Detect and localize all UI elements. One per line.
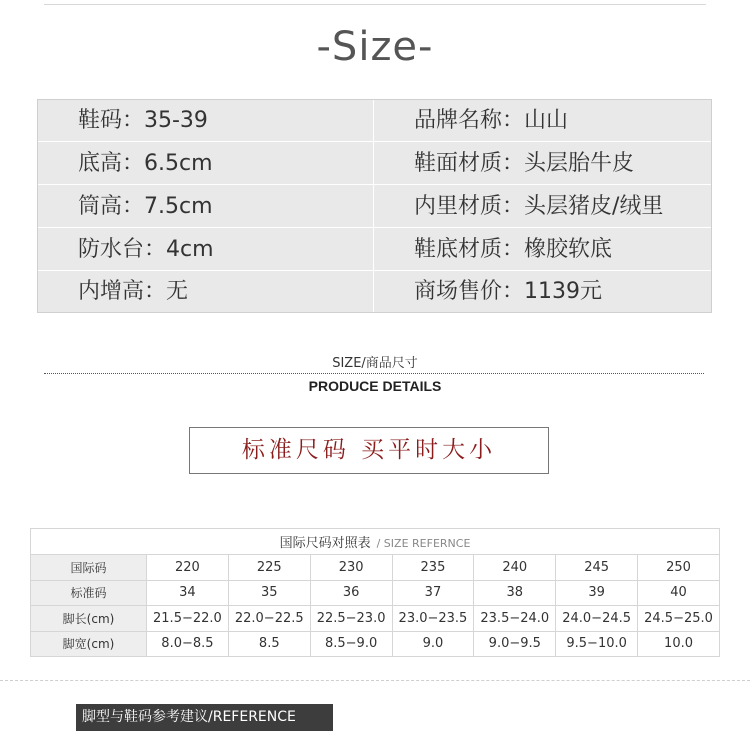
table-cell: 36 [310, 580, 392, 606]
spec-row [38, 271, 711, 313]
table-cell: 240 [474, 555, 556, 581]
table-cell: 9.5−10.0 [556, 631, 638, 657]
table-cell: 245 [556, 555, 638, 581]
section-divider [44, 373, 704, 374]
reference-banner: 脚型与鞋码参考建议/REFERENCE [76, 704, 333, 731]
section-size-label: SIZE/商品尺寸 [332, 356, 418, 371]
spec-row [38, 229, 711, 271]
spec-platform-height: 防水台：4cm [78, 237, 214, 262]
spec-shaft-height: 筒高：7.5cm [78, 194, 213, 219]
table-cell: 8.5 [228, 631, 310, 657]
table-cell: 8.5−9.0 [310, 631, 392, 657]
table-cell: 39 [556, 580, 638, 606]
table-cell: 23.5−24.0 [474, 606, 556, 632]
table-cell: 40 [638, 580, 720, 606]
page-title: -Size- [316, 24, 434, 70]
spec-table [37, 99, 712, 313]
table-title-cell [31, 529, 720, 555]
spec-shoe-size: 鞋码：35-39 [78, 108, 208, 133]
table-subtitle: / SIZE REFERNCE [376, 537, 471, 550]
spec-brand-name: 品牌名称：山山 [414, 108, 569, 133]
spec-upper-material: 鞋面材质：头层胎牛皮 [414, 151, 635, 176]
row-label: 脚长(cm) [31, 606, 147, 632]
table-cell: 24.0−24.5 [556, 606, 638, 632]
table-row [31, 606, 720, 632]
row-label: 国际码 [31, 555, 147, 581]
row-label: 脚宽(cm) [31, 631, 147, 657]
table-cell: 220 [147, 555, 229, 581]
table-cell: 10.0 [638, 631, 720, 657]
size-reference-table [30, 528, 720, 657]
table-title: 国际尺码对照表 [279, 536, 371, 551]
spec-sole-height: 底高：6.5cm [78, 151, 213, 176]
table-cell: 230 [310, 555, 392, 581]
table-cell: 250 [638, 555, 720, 581]
table-cell: 9.0−9.5 [474, 631, 556, 657]
table-cell: 22.0−22.5 [228, 606, 310, 632]
spec-row [38, 186, 711, 228]
table-header-row [31, 529, 720, 555]
spec-lining-material: 内里材质：头层猪皮/绒里 [414, 194, 664, 219]
table-cell: 38 [474, 580, 556, 606]
spec-inner-lift: 内增高：无 [78, 279, 189, 304]
table-cell: 34 [147, 580, 229, 606]
bottom-divider [0, 680, 750, 681]
table-cell: 35 [228, 580, 310, 606]
table-cell: 23.0−23.5 [392, 606, 474, 632]
table-cell: 9.0 [392, 631, 474, 657]
table-row [31, 631, 720, 657]
table-cell: 37 [392, 580, 474, 606]
top-divider [44, 4, 706, 5]
row-label: 标准码 [31, 580, 147, 606]
table-cell: 235 [392, 555, 474, 581]
spec-outsole-material: 鞋底材质：橡胶软底 [414, 237, 613, 262]
table-row [31, 555, 720, 581]
spec-row [38, 143, 711, 185]
table-row [31, 580, 720, 606]
table-cell: 21.5−22.0 [147, 606, 229, 632]
table-cell: 24.5−25.0 [638, 606, 720, 632]
table-cell: 225 [228, 555, 310, 581]
table-cell: 8.0−8.5 [147, 631, 229, 657]
spec-row [38, 100, 711, 142]
spec-retail-price: 商场售价：1139元 [414, 279, 602, 304]
size-advice-box: 标准尺码 买平时大小 [189, 427, 549, 474]
table-cell: 22.5−23.0 [310, 606, 392, 632]
section-heading: PRODUCE DETAILS [308, 378, 442, 394]
